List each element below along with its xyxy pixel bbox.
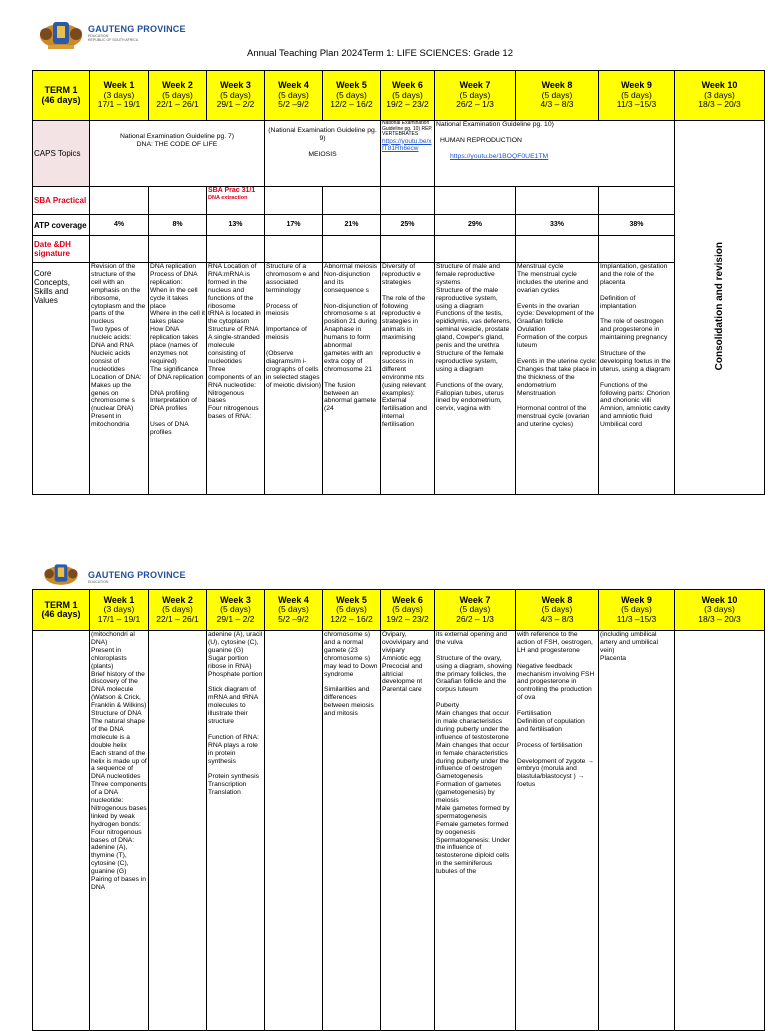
atp-week-6: 25%: [381, 215, 435, 236]
sba-row: [33, 187, 765, 215]
atp-week-1: 4%: [90, 215, 149, 236]
gauteng-logo: [38, 14, 186, 52]
week-header-2: Week 2 (5 days) 22/1 – 26/1: [149, 71, 207, 121]
core-week-8: Menstrual cycle The menstrual cycle includes the uterine and ovarian cycles Events in the ovarian cycle: Development of the Graafian follicle Ovulation Formation of the corpus luteum Events in the uterine cycle: Changes that take place in the thickness of the endometrium Menstruation Hormonal control of the menstrual cycle (ovarian and uterine cycles): [516, 263, 599, 495]
core-concepts-row-page-2: [33, 631, 765, 1031]
week-header-row: [33, 71, 765, 121]
core2-week-3: adenine (A), uracil (U), cytosine (C), guanine (G) Sugar portion ribose in RNA) Phosphate portion Stick diagram of mRNA and tRNA molecules to illustrate their structure Function of RNA: RNA plays a role in protein synthesis Protein synthesis Transcription Translation: [207, 631, 265, 1031]
core-concepts-row: [33, 263, 765, 495]
core2-week-6: Ovipary, ovovivipary and vivipary Amniotic egg Precocial and altricial developme nt Parental care: [381, 631, 435, 1031]
week-header-8: Week 8 (5 days) 4/3 – 8/3: [516, 590, 599, 631]
week-header-10: Week 10 (3 days) 18/3 – 20/3: [675, 590, 765, 631]
consolidation-cell: [675, 121, 765, 495]
core2-week-2: [149, 631, 207, 1031]
week-header-7: Week 7 (5 days) 26/2 – 1/3: [435, 590, 516, 631]
core-week-5: Abnormal meiosis Non-disjunction and its consequence s Non-disjunction of chromosome s at position 21 during Anaphase in humans to form abnormal gametes with an extra copy of chromosome 21 The fusion between an abnormal gamete (24: [323, 263, 381, 495]
youtube-link-vertebrates[interactable]: https://youtu.be/xfT81Rh6ecw: [382, 137, 432, 152]
province-name: GAUTENG PROVINCE: [88, 570, 186, 580]
atp-week-9: 38%: [599, 215, 675, 236]
week-header-1: Week 1 (3 days) 17/1 – 19/1: [90, 590, 149, 631]
atp-row: [33, 215, 765, 236]
week-header-6: Week 6 (5 days) 19/2 – 23/2: [381, 71, 435, 121]
core-label: Core Concepts, Skills and Values: [33, 263, 90, 495]
atp-label: ATP coverage: [33, 215, 90, 236]
core-week-7: Structure of male and female reproductive systems Structure of the male reproductive system, using a diagram Functions of the testis, epididymis, vas deferens, seminal vesicle, prostate gland, Cowper's gland, penis and the urethra Structure of the female reproductive system, using a diagram Functions of the ovary, Fallopian tubes, uterus lined by endometrium, cervix, vagina with: [435, 263, 516, 495]
core2-week-7: its external opening and the vulva Structure of the ovary, using a diagram, showing the primary follicles, the Graafian follicle and the corpus luteum Puberty Main changes that occur in male characteristics during puberty under the influence of testosterone Main changes that occur in female characteristics during puberty under the influence of oestrogen Gametogenesis Formation of gametes (gametogenesis) by meiosis Male gametes formed by spermatogenesis Female gametes formed by oogenesis Spermatogenesis: Under the influence of testosterone diploid cells in the seminiferous tubules of the: [435, 631, 516, 1031]
week-header-8: Week 8 (5 days) 4/3 – 8/3: [516, 71, 599, 121]
teaching-plan-table-page-2: [32, 589, 765, 1031]
term-header: TERM 1 (46 days): [33, 590, 90, 631]
week-header-9: Week 9 (5 days) 11/3 –15/3: [599, 590, 675, 631]
core-week-1: Revision of the structure of the cell with an emphasis on the ribosome, cytoplasm and the parts of the nucleus Two types of nucleic acids: DNA and RNA Nucleic acids consist of nucleotides Location of DNA: Makes up the genes on chromosome s (nuclear DNA) Present in mitochondria: [90, 263, 149, 495]
youtube-link-reproduction[interactable]: https://youtu.be/1BOQF0UE1TM: [450, 153, 549, 160]
consolidation-label: Consolidation and revision: [713, 241, 725, 371]
atp-week-2: 8%: [149, 215, 207, 236]
core-week-4: Structure of a chromosom e and associated terminology Process of meiosis Importance of meiosis (Observe diagrams/m i-crographs of cells in selected stages of meiotic division): [265, 263, 323, 495]
caps-vertebrates: National Examination Guideline pg. 10) REP. VERTEBRATES https://youtu.be/xfT81Rh6ecw: [381, 121, 435, 187]
caps-dna: National Examination Guideline pg. 7) DNA: THE CODE OF LIFE: [90, 121, 265, 187]
department-line: EDUCATION: [88, 580, 109, 584]
week-header-10: Week 10 (3 days) 18/3 – 20/3: [675, 71, 765, 121]
province-name: GAUTENG PROVINCE: [88, 24, 186, 34]
sba-label: SBA Practical: [33, 187, 90, 215]
core-week-2: DNA replication Process of DNA replication: When in the cell cycle it takes place Where in the cell it takes place How DNA replication takes place (names of enzymes not required) The significance of DNA replication DNA profiling Interpretation of DNA profiles Uses of DNA profiles: [149, 263, 207, 495]
core-week-6: Diversity of reproductiv e strategies The role of the following reproductiv e strategies in animals in maximising reproductiv e success in different environme nts (using relevant examples): External fertilisation and internal fertilisation: [381, 263, 435, 495]
core2-week-9: (including umbilical artery and umbilical vein) Placenta: [599, 631, 675, 1031]
coat-of-arms-icon: [38, 14, 84, 52]
core2-week-5: chromosome s) and a normal gamete (23 chromosome s) may lead to Down syndrome Similarities and differences between meiosis and mitosis: [323, 631, 381, 1031]
atp-week-5: 21%: [323, 215, 381, 236]
core-week-9: Implantation, gestation and the role of the placenta Definition of implantation The role of oestrogen and progesterone in maintaining pregnancy Structure of the developing foetus in the uterus, using a diagram Functions of the following parts: Chorion and chorionic villi Amnion, amniotic cavity and amniotic fluid Umbilical cord: [599, 263, 675, 495]
week-header-6: Week 6 (5 days) 19/2 – 23/2: [381, 590, 435, 631]
atp-week-3: 13%: [207, 215, 265, 236]
date-dh-label: Date &DH signature: [33, 236, 90, 263]
atp-week-7: 29%: [435, 215, 516, 236]
caps-meiosis: (National Examination Guideline pg. 9) MEIOSIS: [265, 121, 381, 187]
core-week-3: RNA Location of RNA:mRNA is formed in the nucleus and functions of the ribosome tRNA is located in the cytoplasm Structure of RNA A single-stranded molecule consisting of nucleotides Three components of an RNA nucleotide: Nitrogenous bases Four nitrogenous bases of RNA:: [207, 263, 265, 495]
atp-week-4: 17%: [265, 215, 323, 236]
week-header-9: Week 9 (5 days) 11/3 –15/3: [599, 71, 675, 121]
week-header-1: Week 1 (3 days) 17/1 – 19/1: [90, 71, 149, 121]
week-header-5: Week 5 (5 days) 12/2 – 16/2: [323, 590, 381, 631]
week-header-5: Week 5 (5 days) 12/2 – 16/2: [323, 71, 381, 121]
core2-week-1: (mitochondri al DNA) Present in chloroplasts (plants) Brief history of the discovery of the DNA molecule (Watson & Crick, Franklin & Wilkins) Structure of DNA The natural shape of the DNA molecule is a double helix Each strand of the helix is made up of a sequence of DNA nucleotides Three components of a DNA nucleotide: Nitrogenous bases linked by weak hydrogen bonds: Four nitrogenous bases of DNA: adenine (A), thymine (T), cytosine (C), guanine (G) Pairing of bases in DNA: [90, 631, 149, 1031]
department-line: EDUCATION: [88, 34, 109, 38]
republic-line: REPUBLIC OF SOUTH AFRICA: [88, 38, 139, 42]
core2-week-8: with reference to the action of FSH, oestrogen, LH and progesterone Negative feedback mechanism involving FSH and progesterone in controlling the production of ova Fertilisation Definition of copulation and fertilisation Process of fertilisation Development of zygote → embryo (morula and blastula/blastocyst ) → foetus: [516, 631, 599, 1031]
term-header: TERM 1 (46 days): [33, 71, 90, 121]
caps-label: CAPS Topics: [33, 121, 90, 187]
week-header-4: Week 4 (5 days) 5/2 –9/2: [265, 71, 323, 121]
sba-week-3: SBA Prac 31/1 DNA extraction: [207, 187, 265, 215]
date-dh-row: [33, 236, 765, 263]
core2-week-4: [265, 631, 323, 1031]
week-header-3: Week 3 (5 days) 29/1 – 2/2: [207, 71, 265, 121]
atp-week-8: 33%: [516, 215, 599, 236]
week-header-7: Week 7 (5 days) 26/2 – 1/3: [435, 71, 516, 121]
week-header-2: Week 2 (5 days) 22/1 – 26/1: [149, 590, 207, 631]
caps-row: [33, 121, 765, 187]
teaching-plan-table-page-1: [32, 70, 765, 495]
week-header-4: Week 4 (5 days) 5/2 –9/2: [265, 590, 323, 631]
caps-reproduction: National Examination Guideline pg. 10) HUMAN REPRODUCTION https://youtu.be/1BOQF0UE1TM: [435, 121, 675, 187]
week-header-3: Week 3 (5 days) 29/1 – 2/2: [207, 590, 265, 631]
document-title: Annual Teaching Plan 2024Term 1: LIFE SCIENCES: Grade 12: [247, 48, 513, 59]
week-header-row-page-2: [33, 590, 765, 631]
